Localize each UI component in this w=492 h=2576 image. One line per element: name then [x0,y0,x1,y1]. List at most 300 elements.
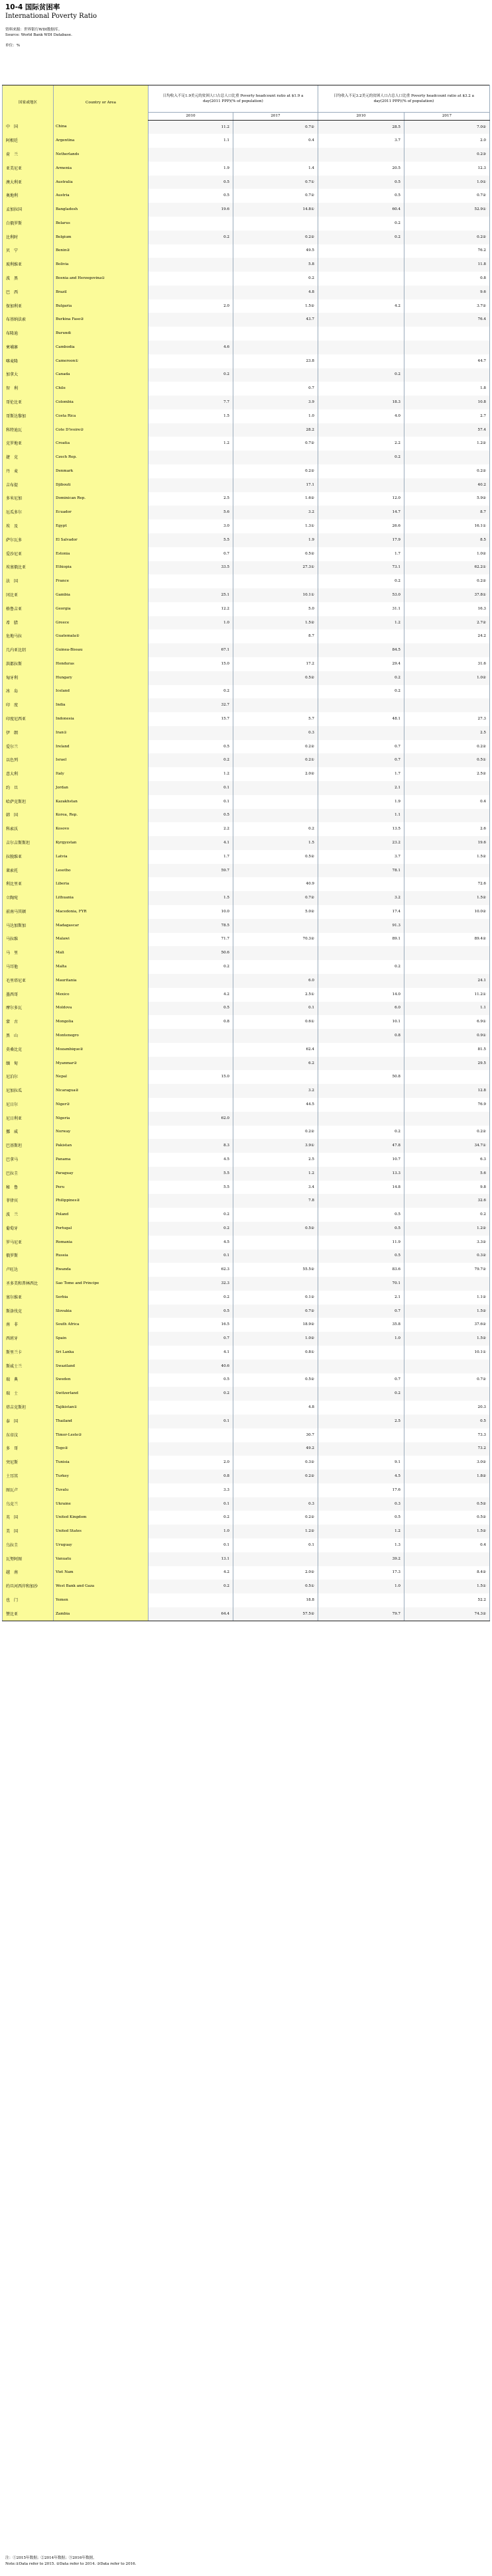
country-name-en: Gambia [54,588,149,602]
country-name-en: Montenegro [54,1029,149,1043]
country-name-en: Vanuatu [54,1552,149,1566]
value-3-2-2017: 76.2 [404,244,490,258]
value-3-2-2017: 79.7② [404,1263,490,1277]
table-row [3,905,490,919]
table-row [3,1566,490,1580]
value-1-9-2017: 49.2 [233,1442,318,1456]
value-3-2-2017: 0.8 [404,272,490,286]
value-1-9-2010: 71.7 [149,933,233,947]
value-1-9-2010 [149,423,233,437]
country-name-en: Greece [54,616,149,630]
value-3-2-2010 [318,464,404,478]
value-3-2-2010: 0.2 [318,671,404,685]
country-name-en: Dominican Rep. [54,492,149,506]
value-1-9-2017: 6.0 [233,974,318,988]
country-name-cn: 乌拉圭 [3,1538,54,1552]
value-3-2-2017: 9.8 [404,1181,490,1195]
value-1-9-2017: 0.2② [233,740,318,754]
country-name-cn: 奥地利 [3,189,54,203]
value-1-9-2010: 0.2 [149,1387,233,1401]
country-name-cn: 印度尼西亚 [3,712,54,726]
country-name-en: Colombia [54,396,149,409]
country-name-cn: 塞尔维亚 [3,1291,54,1305]
table-row [3,451,490,464]
value-1-9-2017: 0.5① [233,1580,318,1593]
value-3-2-2017: 20.3 [404,1401,490,1415]
country-name-cn: 比利时 [3,231,54,244]
value-3-2-2010 [318,629,404,643]
country-name-cn: 圣多美和普林西比 [3,1277,54,1291]
value-1-9-2010: 32.7 [149,698,233,712]
value-1-9-2017: 10.1① [233,588,318,602]
value-3-2-2010: 2.1 [318,1291,404,1305]
value-1-9-2010 [149,478,233,492]
country-name-en: Iran① [54,726,149,740]
value-3-2-2010: 0.2 [318,960,404,974]
table-row [3,836,490,850]
header-group-3-2-text: 日均收入不足3.2美元的贫困人口占总人口比重 Poverty headcount ratio at $3.2 a day(2011 PPP)(% of population) [334,94,474,103]
country-name-en: Pakistan [54,1139,149,1153]
country-name-cn: 马 里 [3,946,54,960]
value-3-2-2017: 0.2② [404,231,490,244]
value-3-2-2017: 74.3② [404,1607,490,1621]
value-3-2-2017: 31.6 [404,657,490,671]
value-3-2-2010: 1.9 [318,795,404,809]
value-1-9-2017 [233,864,318,878]
value-3-2-2017: 0.5① [404,753,490,767]
country-name-en: Netherlands [54,148,149,162]
country-name-cn: 乌克兰 [3,1497,54,1511]
country-name-en: Jordan [54,781,149,795]
value-3-2-2017: 81.5 [404,1043,490,1057]
value-3-2-2010: 4.5 [318,1470,404,1483]
value-1-9-2017: 0.3② [233,1456,318,1470]
value-1-9-2010 [149,1043,233,1057]
value-1-9-2010: 0.2 [149,1580,233,1593]
value-1-9-2017 [233,1360,318,1373]
value-3-2-2010 [318,1428,404,1442]
value-3-2-2017: 1.5② [404,1305,490,1318]
country-name-cn: 希 腊 [3,616,54,630]
value-3-2-2017: 27.3 [404,712,490,726]
value-1-9-2010 [149,1593,233,1607]
country-name-en: China [54,121,149,134]
value-1-9-2017 [233,795,318,809]
table-row [3,382,490,396]
value-1-9-2017 [233,1387,318,1401]
country-name-cn: 孟加拉国 [3,203,54,217]
value-1-9-2010: 12.2 [149,602,233,616]
value-1-9-2017: 0.6① [233,1015,318,1029]
country-name-en: Kazakhstan [54,795,149,809]
country-name-cn: 尼日利亚 [3,1112,54,1126]
table-row [3,1360,490,1373]
country-name-cn: 柬埔寨 [3,341,54,354]
value-3-2-2010: 6.0 [318,1002,404,1016]
value-1-9-2010: 1.0 [149,616,233,630]
value-1-9-2017: 5.8 [233,258,318,272]
value-1-9-2017: 0.7② [233,891,318,905]
value-1-9-2017 [233,809,318,823]
value-3-2-2017 [404,217,490,231]
value-3-2-2017: 1.5② [404,850,490,864]
table-row [3,1194,490,1208]
table-row [3,519,490,533]
value-3-2-2017 [404,946,490,960]
country-name-cn: 摩尔多瓦 [3,1002,54,1016]
value-1-9-2010 [149,877,233,891]
country-name-cn: 斯里兰卡 [3,1346,54,1360]
table-row [3,1593,490,1607]
value-3-2-2017 [404,698,490,712]
value-3-2-2017: 1.0② [404,671,490,685]
value-3-2-2017: 1.2② [404,437,490,451]
table-row [3,258,490,272]
table-title-en: International Poverty Ratio [5,13,97,20]
table-row [3,1167,490,1181]
country-name-cn: 荷 兰 [3,148,54,162]
value-3-2-2010: 0.2 [318,1126,404,1140]
value-3-2-2017: 7.0② [404,121,490,134]
value-3-2-2010: 17.6 [318,1483,404,1497]
value-3-2-2010 [318,877,404,891]
value-3-2-2017: 5.9② [404,492,490,506]
value-3-2-2010 [318,974,404,988]
value-3-2-2010: 12.0 [318,492,404,506]
value-3-2-2017: 2.7② [404,616,490,630]
country-name-en: Hungary [54,671,149,685]
value-1-9-2017 [233,1483,318,1497]
value-1-9-2010: 0.1 [149,795,233,809]
value-1-9-2010: 0.5 [149,1305,233,1318]
value-1-9-2010: 0.5 [149,740,233,754]
value-3-2-2010: 0.3 [318,1497,404,1511]
country-name-en: El Salvador [54,533,149,547]
value-1-9-2010: 64.4 [149,1607,233,1621]
table-row [3,781,490,795]
table-row [3,919,490,933]
value-3-2-2010: 14.0 [318,988,404,1002]
value-3-2-2010 [318,272,404,286]
table-row [3,1456,490,1470]
table-row [3,341,490,354]
value-1-9-2010: 62.0 [149,1112,233,1126]
table-row [3,891,490,905]
header-year: 2017 [233,113,318,121]
table-row [3,1552,490,1566]
table-row [3,134,490,148]
table-row [3,1511,490,1525]
country-name-cn: 伊 朗 [3,726,54,740]
value-1-9-2017: 70.3② [233,933,318,947]
value-3-2-2017: 10.8 [404,396,490,409]
value-3-2-2017: 0.3② [404,1250,490,1263]
country-name-cn: 罗马尼亚 [3,1236,54,1250]
country-name-cn: 法 国 [3,574,54,588]
country-name-cn: 吉布提 [3,478,54,492]
value-3-2-2017: 10.1① [404,1346,490,1360]
value-3-2-2010: 28.5 [318,121,404,134]
value-1-9-2017: 23.8 [233,354,318,368]
value-1-9-2017: 2.0② [233,1566,318,1580]
table-row [3,1208,490,1222]
country-name-cn: 越 南 [3,1566,54,1580]
value-3-2-2010 [318,1346,404,1360]
country-name-en: Egypt [54,519,149,533]
value-1-9-2017: 0.5② [233,1222,318,1236]
value-3-2-2010: 50.8 [318,1070,404,1084]
table-row [3,1332,490,1346]
value-3-2-2017 [404,809,490,823]
value-1-9-2017: 40.9 [233,877,318,891]
value-3-2-2010: 26.6 [318,519,404,533]
table-row [3,988,490,1002]
value-1-9-2017: 3.2 [233,1084,318,1098]
value-1-9-2010: 5.5 [149,1167,233,1181]
value-3-2-2017: 29.5 [404,1057,490,1071]
value-1-9-2010 [149,1084,233,1098]
value-3-2-2010 [318,1360,404,1373]
value-1-9-2017: 6.2 [233,1057,318,1071]
value-1-9-2010: 0.5 [149,189,233,203]
value-3-2-2017: 37.8① [404,588,490,602]
country-name-en: Korea, Rep. [54,809,149,823]
country-name-cn: 埃 及 [3,519,54,533]
value-1-9-2010: 5.5 [149,533,233,547]
value-1-9-2010: 0.1 [149,1497,233,1511]
value-1-9-2010 [149,451,233,464]
table-row [3,685,490,699]
table-row [3,176,490,189]
value-1-9-2010: 0.5 [149,1373,233,1387]
table-row [3,1525,490,1538]
value-3-2-2017: 1.5① [404,1580,490,1593]
value-3-2-2017: 1.0② [404,547,490,561]
value-3-2-2017: 0.2② [404,1126,490,1140]
table-row [3,1098,490,1112]
country-name-cn: 科特迪瓦 [3,423,54,437]
value-1-9-2017: 5.0 [233,602,318,616]
country-name-cn: 蒙 古 [3,1015,54,1029]
value-3-2-2010: 1.7 [318,547,404,561]
value-3-2-2010: 1.0 [318,1580,404,1593]
value-1-9-2017: 2.5 [233,1153,318,1167]
country-name-cn: 尼加拉瓜 [3,1084,54,1098]
country-name-en: Turkey [54,1470,149,1483]
value-3-2-2010: 83.6 [318,1263,404,1277]
value-1-9-2017: 57.5② [233,1607,318,1621]
value-1-9-2017 [233,327,318,341]
table-row [3,1043,490,1057]
country-name-en: Togo② [54,1442,149,1456]
value-3-2-2010: 0.2 [318,368,404,382]
value-1-9-2010: 0.2 [149,231,233,244]
value-3-2-2010: 35.8 [318,1318,404,1332]
value-1-9-2017: 27.3① [233,561,318,575]
value-1-9-2010: 16.5 [149,1318,233,1332]
value-1-9-2010: 0.2 [149,1208,233,1222]
value-1-9-2010: 10.0 [149,905,233,919]
table-row [3,1139,490,1153]
country-name-cn: 莫桑比克 [3,1043,54,1057]
country-name-en: Burundi [54,327,149,341]
country-name-en: Nepal [54,1070,149,1084]
country-name-cn: 几内亚比绍 [3,643,54,657]
value-1-9-2017 [233,217,318,231]
country-name-cn: 东帝汶 [3,1428,54,1442]
table-row [3,974,490,988]
country-name-cn: 危地马拉 [3,629,54,643]
value-3-2-2010: 1.3 [318,1538,404,1552]
value-1-9-2017: 0.7 [233,382,318,396]
value-1-9-2017: 0.2 [233,272,318,286]
value-3-2-2010: 1.1 [318,809,404,823]
country-name-cn: 缅 甸 [3,1057,54,1071]
country-name-en: Denmark [54,464,149,478]
header-year: 2010 [318,113,404,121]
table-row [3,1112,490,1126]
country-name-cn: 哥斯达黎加 [3,409,54,423]
country-name-en: Ecuador [54,506,149,519]
value-1-9-2017 [233,960,318,974]
country-name-en: Benin② [54,244,149,258]
value-1-9-2017: 1.0② [233,1332,318,1346]
country-name-en: Belarus [54,217,149,231]
value-1-9-2017: 43.7 [233,313,318,327]
table-row [3,712,490,726]
value-3-2-2017: 3.7② [404,299,490,313]
value-1-9-2017: 5.7 [233,712,318,726]
table-row [3,1236,490,1250]
value-1-9-2010: 4.1 [149,836,233,850]
country-name-cn: 约 旦 [3,781,54,795]
value-1-9-2017: 28.2 [233,423,318,437]
value-1-9-2010: 0.5 [149,809,233,823]
value-3-2-2017: 57.4 [404,423,490,437]
country-name-en: Paraguay [54,1167,149,1181]
country-name-cn: 拉脱维亚 [3,850,54,864]
country-name-en: Malawi [54,933,149,947]
country-name-cn: 印 度 [3,698,54,712]
country-name-cn: 捷 克 [3,451,54,464]
value-3-2-2010: 0.2 [318,217,404,231]
country-name-en: Viet Nam [54,1566,149,1580]
country-name-en: Serbia [54,1291,149,1305]
value-1-9-2010: 5.6 [149,506,233,519]
value-3-2-2010: 13.3 [318,1167,404,1181]
country-name-en: Bosnia and Herzegovina① [54,272,149,286]
value-3-2-2017 [404,864,490,878]
country-name-cn: 毛里塔尼亚 [3,974,54,988]
value-1-9-2017: 14.8① [233,203,318,217]
value-3-2-2010: 47.8 [318,1139,404,1153]
country-name-cn: 爱尔兰 [3,740,54,754]
table-row [3,1070,490,1084]
value-3-2-2010: 3.7 [318,134,404,148]
value-1-9-2017 [233,1208,318,1222]
value-3-2-2017: 1.1② [404,1291,490,1305]
table-row [3,933,490,947]
table-row [3,478,490,492]
value-3-2-2010: 60.4 [318,203,404,217]
value-1-9-2010: 0.7 [149,1332,233,1346]
country-name-en: France [54,574,149,588]
value-1-9-2017: 0.2② [233,231,318,244]
value-3-2-2010: 0.2 [318,451,404,464]
value-3-2-2017: 24.1 [404,974,490,988]
country-name-en: Guinea-Bissau [54,643,149,657]
table-row [3,368,490,382]
value-3-2-2017 [404,1070,490,1084]
country-name-cn: 斯威士兰 [3,1360,54,1373]
country-name-en: Nicaragua② [54,1084,149,1098]
value-3-2-2017 [404,919,490,933]
country-name-en: Portugal [54,1222,149,1236]
value-3-2-2017: 0.4 [404,1538,490,1552]
value-3-2-2017 [404,643,490,657]
value-1-9-2017: 8.7 [233,629,318,643]
table-row [3,850,490,864]
table-row [3,1305,490,1318]
country-name-cn: 突尼斯 [3,1456,54,1470]
country-name-en: Swaziland [54,1360,149,1373]
table-row [3,423,490,437]
table-row [3,313,490,327]
value-3-2-2017: 1.5② [404,1332,490,1346]
value-3-2-2010: 10.1 [318,1015,404,1029]
table-row [3,574,490,588]
table-row [3,740,490,754]
table-row [3,1084,490,1098]
value-1-9-2017: 0.5② [233,1373,318,1387]
country-name-en: Moldova [54,1002,149,1016]
country-name-cn: 多米尼加 [3,492,54,506]
country-name-cn: 匈牙利 [3,671,54,685]
value-1-9-2010: 4.5 [149,1153,233,1167]
value-3-2-2010 [318,1194,404,1208]
value-3-2-2010: 48.1 [318,712,404,726]
table-row [3,533,490,547]
value-3-2-2017: 34.7① [404,1139,490,1153]
value-3-2-2017 [404,1387,490,1401]
value-1-9-2017: 0.2② [233,464,318,478]
value-3-2-2017: 0.2② [404,740,490,754]
table-row [3,753,490,767]
value-1-9-2017 [233,574,318,588]
table-row [3,809,490,823]
country-name-cn: 前南马其顿 [3,905,54,919]
country-name-en: Tunisia [54,1456,149,1470]
value-1-9-2010: 3.0 [149,519,233,533]
country-name-cn: 科索沃 [3,822,54,836]
value-3-2-2017: 2.5 [404,726,490,740]
table-row [3,437,490,451]
table-row [3,396,490,409]
country-name-cn: 瑞 士 [3,1387,54,1401]
value-3-2-2010: 29.4 [318,657,404,671]
value-1-9-2017: 30.7 [233,1428,318,1442]
country-name-en: India [54,698,149,712]
country-name-en: United States [54,1525,149,1538]
table-row [3,1580,490,1593]
value-3-2-2010 [318,1084,404,1098]
value-1-9-2017: 17.2 [233,657,318,671]
country-name-cn: 马拉维 [3,933,54,947]
country-name-en: Philippines② [54,1194,149,1208]
value-1-9-2010: 8.3 [149,1139,233,1153]
country-name-en: Mali [54,946,149,960]
value-1-9-2010 [149,574,233,588]
